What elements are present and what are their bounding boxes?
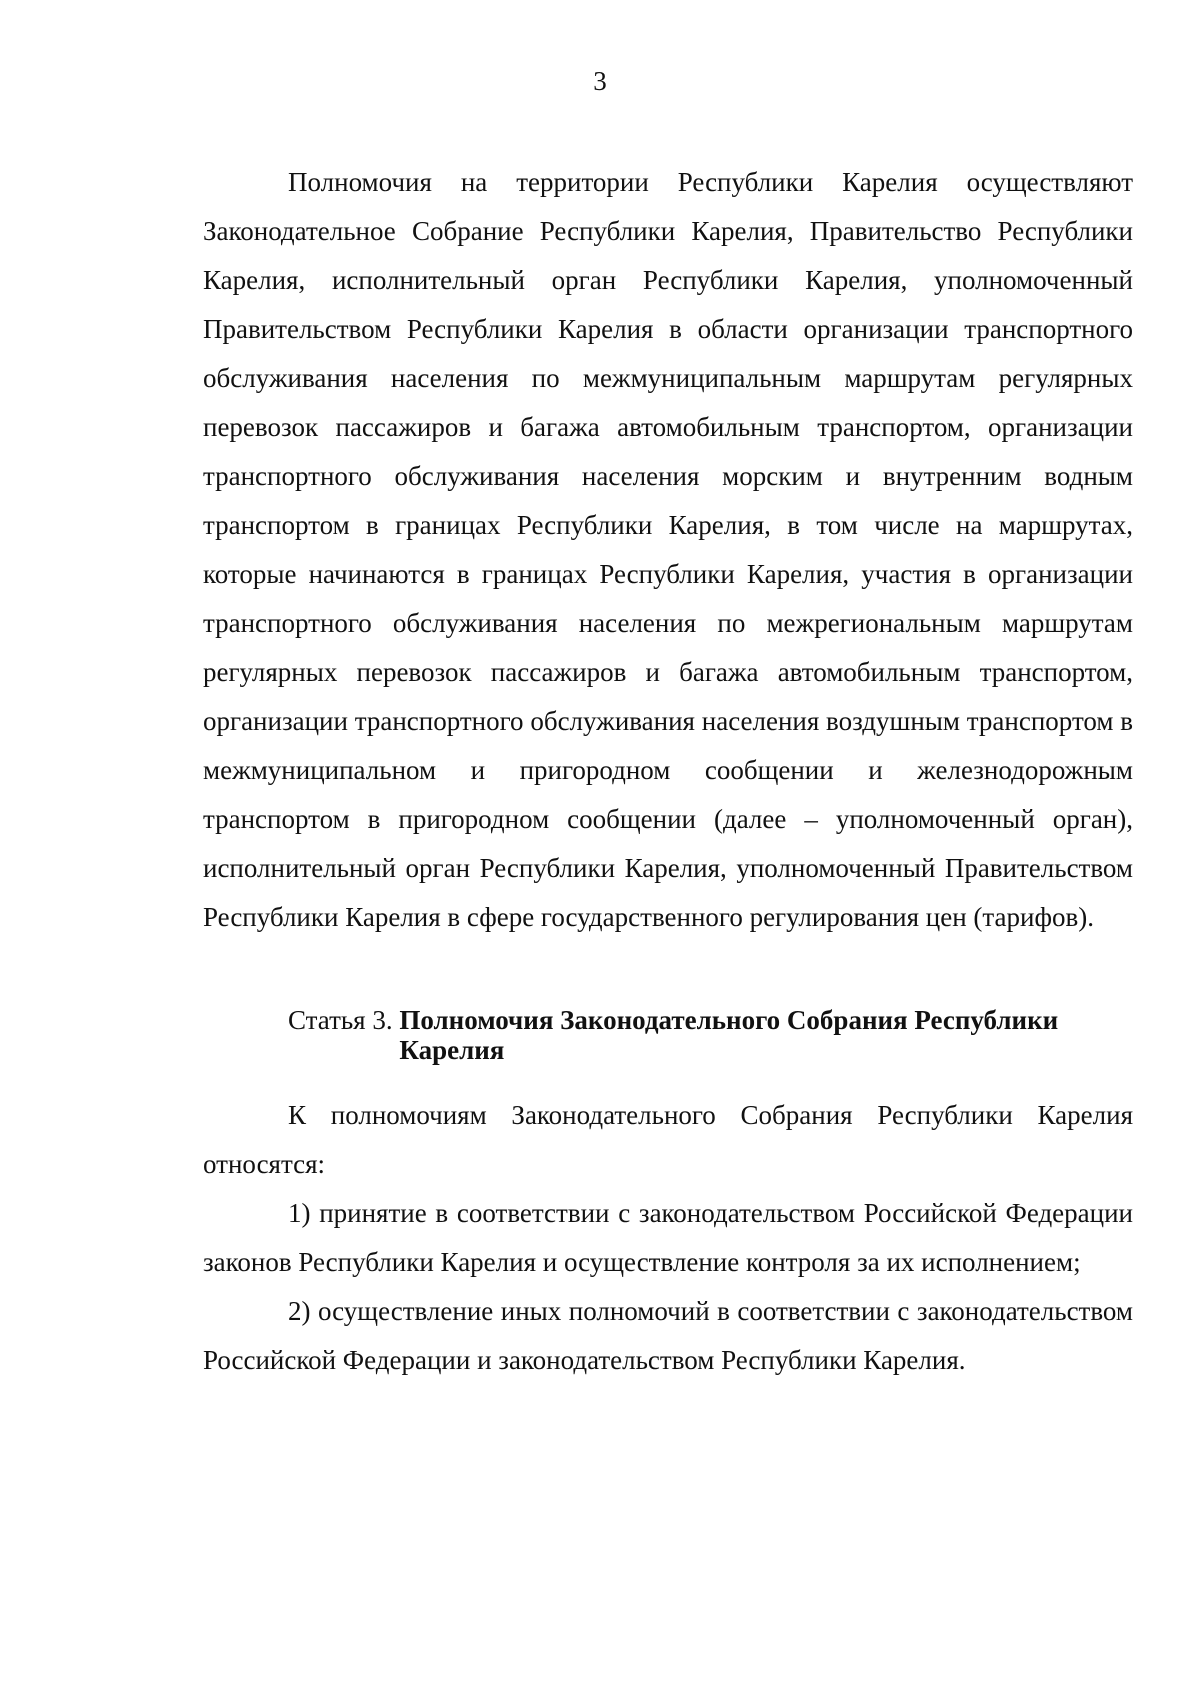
list-item: 1) принятие в соответствии с законодательством Российской Федерации законов Республики Карелия и осуществление контроля за их исполнением;: [203, 1198, 1133, 1277]
article-intro-paragraph: К полномочиям Законодательного Собрания Республики Карелия относятся:: [203, 1100, 1133, 1179]
list-item: 2) осуществление иных полномочий в соответствии с законодательством Российской Федерации и законодательством Республики Карелия.: [203, 1296, 1133, 1375]
article-label: Статья 3.: [288, 1005, 400, 1035]
article-title: Полномочия Законодательного Собрания Республики Карелия: [399, 1005, 1059, 1065]
article-heading: [203, 1005, 1133, 1065]
intro-paragraph: Полномочия на территории Республики Карелия осуществляют Законодательное Собрание Республики Карелия, Правительство Республики Карелия, исполнительный орган Республики Карелия, уполномоченный Правительством Республики Карелия в области организации транспортного обслуживания населения по межмуниципальным маршрутам регулярных перевозок пассажиров и багажа автомобильным транспортом, организации транспортного обслуживания населения морским и внутренним водным транспортом в границах Республики Карелия, в том числе на маршрутах, которые начинаются в границах Республики Карелия, участия в организации транспортного обслуживания населения по межрегиональным маршрутам регулярных перевозок пассажиров и багажа автомобильным транспортом, организации транспортного обслуживания населения воздушным транспортом в межмуниципальном и пригородном сообщении и железнодорожным транспортом в пригородном сообщении (далее – уполномоченный орган), исполнительный орган Республики Карелия, уполномоченный Правительством Республики Карелия в сфере государственного регулирования цен (тарифов).: [203, 167, 1133, 932]
page-number: 3: [593, 66, 607, 96]
document-body: [203, 158, 1133, 1385]
